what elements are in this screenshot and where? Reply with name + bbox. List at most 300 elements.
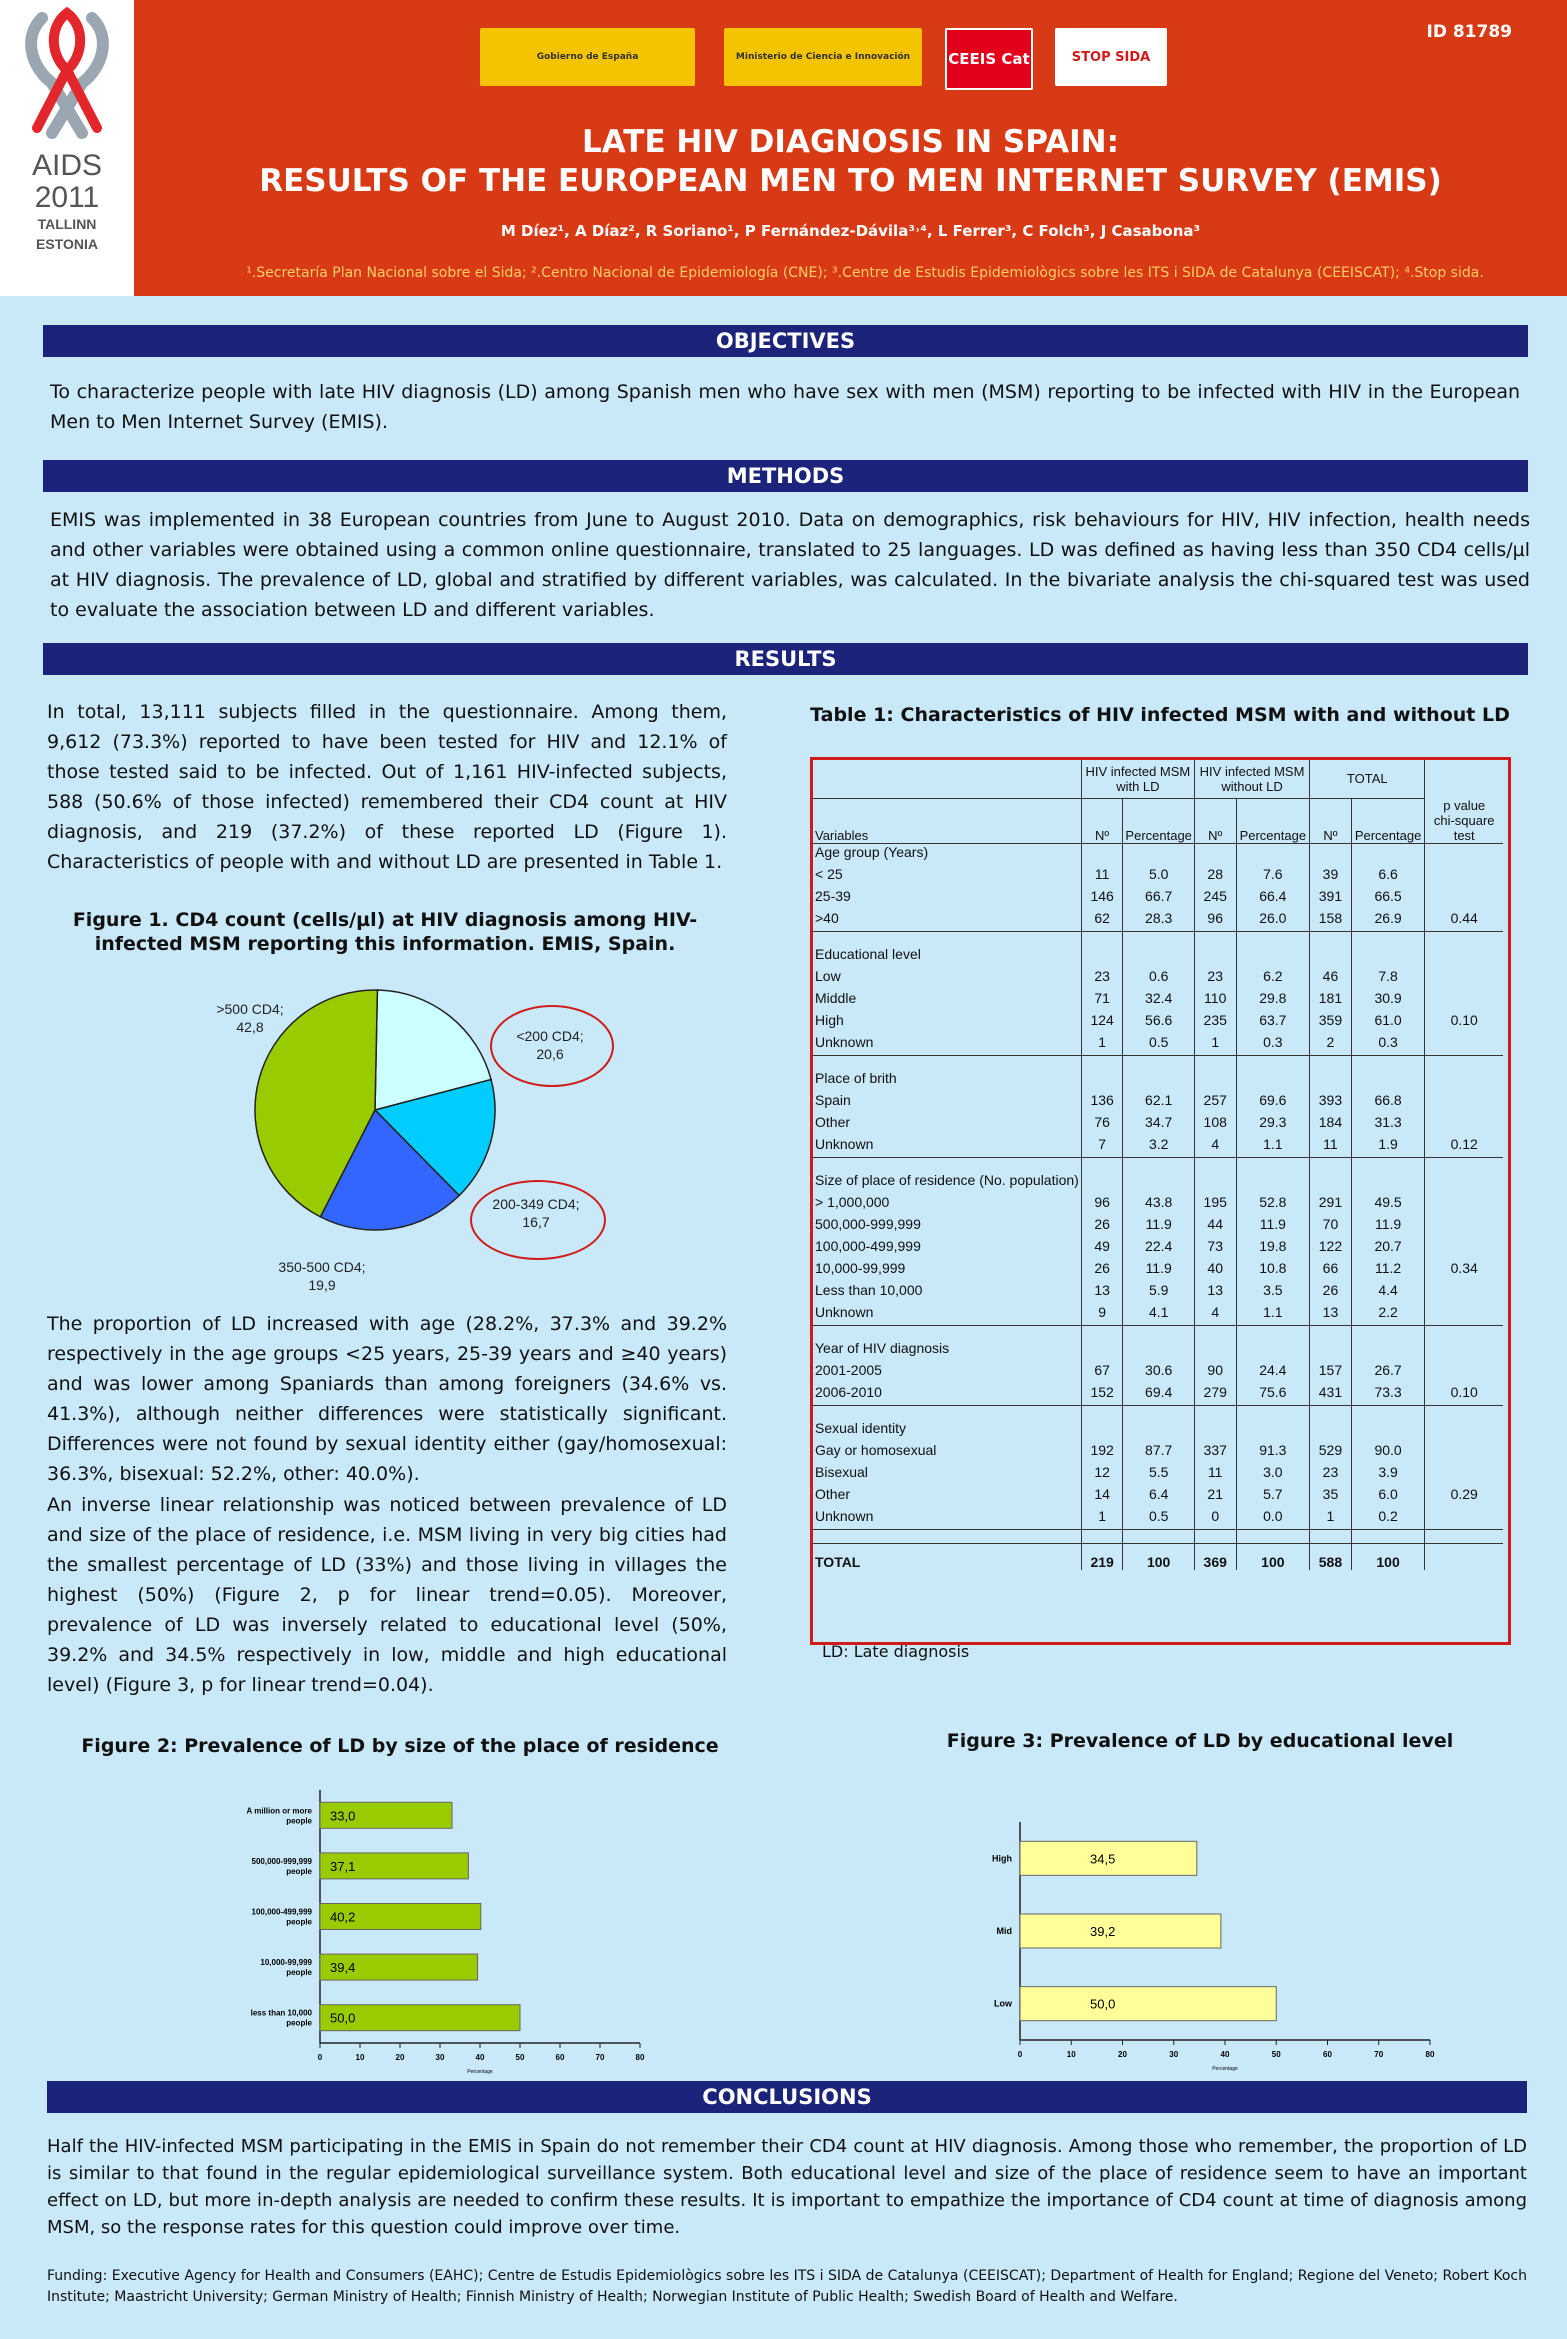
table-empty-cell xyxy=(1236,1158,1310,1172)
table-cell: 0 xyxy=(1194,1508,1236,1530)
table-column-header: Nº xyxy=(1081,798,1123,844)
table-header-p-blank xyxy=(1425,760,1503,798)
table-cell: 6.4 xyxy=(1123,1486,1195,1508)
table-cell: 90.0 xyxy=(1351,1442,1425,1464)
table-empty-cell xyxy=(813,1326,1081,1340)
table-cell: 26.9 xyxy=(1351,910,1425,932)
table-cell: 43.8 xyxy=(1123,1194,1195,1216)
table-cell: 0.5 xyxy=(1123,1508,1195,1530)
table-section-title: Age group (Years) xyxy=(815,844,929,860)
table-cell: 13 xyxy=(1081,1282,1123,1304)
table-cell: 6.2 xyxy=(1236,968,1310,990)
table-empty-cell xyxy=(1194,1056,1236,1070)
table-pvalue-cell xyxy=(1425,866,1503,888)
pie-label-gt500-value: 42,8 xyxy=(236,1019,264,1035)
table-pvalue-cell xyxy=(1425,990,1503,1012)
table-row xyxy=(813,1114,1503,1136)
table-empty-cell xyxy=(1194,844,1236,866)
table-empty-cell xyxy=(1310,1530,1352,1544)
bar-value-label: 34,5 xyxy=(1090,1851,1116,1867)
table-cell: 1.9 xyxy=(1351,1136,1425,1158)
pie-label-gt500 xyxy=(205,1000,295,1036)
table-cell: 61.0 xyxy=(1351,1012,1425,1034)
table-pvalue-cell xyxy=(1425,1362,1503,1384)
table-empty-cell xyxy=(1310,1172,1352,1194)
table-pvalue-cell: 0.10 xyxy=(1425,1012,1503,1034)
table-empty-cell xyxy=(1123,946,1195,968)
table-pvalue-cell xyxy=(1425,1238,1503,1260)
table-cell: 4 xyxy=(1194,1304,1236,1326)
table-row-label: > 1,000,000 xyxy=(815,1193,890,1210)
table-empty-cell xyxy=(1194,1172,1236,1194)
table-cell: 0.0 xyxy=(1236,1508,1310,1530)
table-empty-cell xyxy=(1236,1406,1310,1420)
x-tick-label: 80 xyxy=(635,2053,645,2062)
figure3-title: Figure 3: Prevalence of LD by educational level xyxy=(946,1730,1454,1752)
x-tick-label: 70 xyxy=(1374,2050,1384,2059)
table-pvalue-cell xyxy=(1425,968,1503,990)
table-cell: 337 xyxy=(1194,1442,1236,1464)
bar-value-label: 50,0 xyxy=(330,2010,356,2026)
bar-value-label: 37,1 xyxy=(330,1858,356,1874)
table-cell: 146 xyxy=(1081,888,1123,910)
table-cell: 124 xyxy=(1081,1012,1123,1034)
table-cell: 91.3 xyxy=(1236,1442,1310,1464)
x-axis-label: Percentage xyxy=(467,2069,493,2075)
table-empty-cell xyxy=(1351,1056,1425,1070)
sponsor-logo-ministerio: Ministerio de Ciencia e Innovación xyxy=(724,28,922,86)
table-row-label: Less than 10,000 xyxy=(815,1281,923,1298)
pie-label-350-500 xyxy=(262,1258,382,1294)
table-cell: 291 xyxy=(1310,1194,1352,1216)
category-label: 100,000-499,999 xyxy=(251,1907,312,1917)
table-empty-cell xyxy=(813,1056,1081,1070)
table-empty-cell xyxy=(1351,1340,1425,1362)
table-row xyxy=(813,1384,1503,1406)
table-cell: 96 xyxy=(1081,1194,1123,1216)
pie-label-350-500-value: 19,9 xyxy=(308,1277,336,1293)
table-empty-cell xyxy=(1123,1326,1195,1340)
category-label: people xyxy=(286,1866,312,1876)
table-empty-cell xyxy=(813,1158,1081,1172)
table-cell: 62 xyxy=(1081,910,1123,932)
table-empty-cell xyxy=(813,1406,1081,1420)
table-empty-cell xyxy=(1310,1406,1352,1420)
table-total-label: TOTAL xyxy=(813,1544,1081,1570)
table-cell: 11 xyxy=(1194,1464,1236,1486)
table-empty-cell xyxy=(1351,1158,1425,1172)
logo-year: 2011 xyxy=(34,181,100,214)
table-row-label: 500,000-999,999 xyxy=(815,1215,921,1232)
table-cell: 66.7 xyxy=(1123,888,1195,910)
pie-label-lt200-value: 20,6 xyxy=(536,1046,564,1062)
x-tick-label: 0 xyxy=(1017,2050,1023,2059)
table-row-label: 2001-2005 xyxy=(815,1361,882,1378)
table-empty-cell xyxy=(1425,1530,1503,1544)
table-row-label: Other xyxy=(815,1113,851,1130)
x-tick-label: 80 xyxy=(1425,2050,1435,2059)
table-pvalue-cell xyxy=(1425,1282,1503,1304)
sponsor-logo-gobierno: Gobierno de España xyxy=(480,28,695,86)
table-cell: 30.9 xyxy=(1351,990,1425,1012)
table-cell: 66.4 xyxy=(1236,888,1310,910)
table-cell: 71 xyxy=(1081,990,1123,1012)
logo-city: TALLINN xyxy=(37,216,97,232)
table-empty-cell xyxy=(1425,844,1503,866)
category-label: people xyxy=(286,1968,312,1978)
table-empty-cell xyxy=(1081,1056,1123,1070)
logo-country: ESTONIA xyxy=(36,236,98,252)
table-cell: 0.2 xyxy=(1351,1508,1425,1530)
table-cell: 29.3 xyxy=(1236,1114,1310,1136)
table-cell: 0.6 xyxy=(1123,968,1195,990)
table-pvalue-cell: 0.29 xyxy=(1425,1486,1503,1508)
poster-id: ID 81789 xyxy=(1426,22,1512,42)
table-row-label: Other xyxy=(815,1485,851,1502)
table-cell: 49.5 xyxy=(1351,1194,1425,1216)
table-row-label: Unknown xyxy=(813,1034,1081,1056)
table-cell: 152 xyxy=(1081,1384,1123,1406)
table-cell: 10.8 xyxy=(1236,1260,1310,1282)
table-cell: 3.0 xyxy=(1236,1464,1310,1486)
category-label: A million or more xyxy=(246,1806,312,1816)
table-spacer-row xyxy=(813,1056,1503,1070)
table-spacer-row xyxy=(813,1158,1503,1172)
table-cell: 2.2 xyxy=(1351,1304,1425,1326)
table-cell: 157 xyxy=(1310,1362,1352,1384)
table-cell: 34.7 xyxy=(1123,1114,1195,1136)
table-cell: 22.4 xyxy=(1123,1238,1195,1260)
table-column-header: Percentage xyxy=(1351,798,1425,844)
table-total-cell: 369 xyxy=(1194,1544,1236,1570)
table-pvalue-cell xyxy=(1425,1508,1503,1530)
table-row xyxy=(813,910,1503,932)
table-cell: 359 xyxy=(1310,1012,1352,1034)
table-cell: 70 xyxy=(1310,1216,1352,1238)
table-empty-cell xyxy=(1310,932,1352,946)
table-cell: 279 xyxy=(1194,1384,1236,1406)
table-empty-cell xyxy=(1081,1406,1123,1420)
table-cell: 11.9 xyxy=(1236,1216,1310,1238)
table-row xyxy=(813,968,1503,990)
table-row-label: Unknown xyxy=(813,1304,1081,1326)
affiliations: ¹.Secretaría Plan Nacional sobre el Sida; ².Centro Nacional de Epidemiología (CNE); ³.Centre de Estudis Epidemiològics sobre les ITS i SIDA de Catalunya (CEEISCAT); ⁴.Stop sida. xyxy=(246,265,1484,281)
category-label: people xyxy=(286,1917,312,1927)
table-cell: 235 xyxy=(1194,1012,1236,1034)
table-row xyxy=(813,1092,1503,1114)
table-empty-cell xyxy=(1425,1420,1503,1442)
table-row xyxy=(813,1282,1503,1304)
table-row-label: Spain xyxy=(815,1091,851,1108)
table-empty-cell xyxy=(1123,1056,1195,1070)
table-empty-cell xyxy=(1081,1158,1123,1172)
table-cell: 21 xyxy=(1194,1486,1236,1508)
table-empty-cell xyxy=(1236,1070,1310,1092)
table-empty-cell xyxy=(1194,1420,1236,1442)
table-row xyxy=(813,990,1503,1012)
table-row xyxy=(813,1362,1503,1384)
x-tick-label: 20 xyxy=(1118,2050,1127,2059)
table-pvalue-cell xyxy=(1425,888,1503,910)
category-label: Low xyxy=(994,1998,1012,2009)
table-row-label: Gay or homosexual xyxy=(815,1441,937,1458)
table-cell: 257 xyxy=(1194,1092,1236,1114)
table-pvalue-cell xyxy=(1425,1194,1503,1216)
x-tick-label: 30 xyxy=(435,2053,445,2062)
table-cell: 67 xyxy=(1081,1362,1123,1384)
table-pvalue-cell xyxy=(1425,1442,1503,1464)
bar xyxy=(1020,1987,1276,2021)
table-column-header: Nº xyxy=(1194,798,1236,844)
objectives-text: To characterize people with late HIV diagnosis (LD) among Spanish men who have sex with men (MSM) reporting to be infected with HIV in the European Men to Men Internet Survey (EMIS). xyxy=(50,381,1520,433)
pie-label-200-349-name: 200-349 CD4; xyxy=(492,1196,580,1212)
table-row-label: High xyxy=(815,1011,844,1028)
table-empty-cell xyxy=(1194,1530,1236,1544)
table-spacer-row xyxy=(813,1326,1503,1340)
table-column-header: Nº xyxy=(1310,798,1352,844)
table-empty-cell xyxy=(1194,1406,1236,1420)
table-pvalue-cell xyxy=(1425,1034,1503,1056)
table-empty-cell xyxy=(1425,1172,1503,1194)
table-section-title: Size of place of residence (No. population) xyxy=(815,1171,1079,1188)
table-empty-cell xyxy=(813,1530,1081,1544)
table-cell: 7.8 xyxy=(1351,968,1425,990)
table-cell: 1.1 xyxy=(1236,1304,1310,1326)
table1-footnote: LD: Late diagnosis xyxy=(822,1642,970,1661)
x-tick-label: 60 xyxy=(555,2053,565,2062)
table-cell: 66.8 xyxy=(1351,1092,1425,1114)
table-cell: 13 xyxy=(1194,1282,1236,1304)
table-header-with-ld: HIV infected MSM with LD xyxy=(1081,760,1194,798)
table-empty-cell xyxy=(1194,1158,1236,1172)
figure2-title: Figure 2: Prevalence of LD by size of the place of residence xyxy=(81,1735,719,1757)
pie-label-200-349 xyxy=(474,1195,598,1231)
table-row xyxy=(813,1034,1503,1056)
table-cell: 69.6 xyxy=(1236,1092,1310,1114)
table-row xyxy=(813,1216,1503,1238)
table-row-label: Low xyxy=(815,967,841,984)
table-empty-cell xyxy=(1351,1530,1425,1544)
table-empty-cell xyxy=(1236,844,1310,866)
pie-label-gt500-name: >500 CD4; xyxy=(216,1001,284,1017)
category-label: 500,000-999,999 xyxy=(251,1856,312,1866)
table-pvalue-cell xyxy=(1425,1304,1503,1326)
bar-value-label: 33,0 xyxy=(330,1808,356,1824)
table-cell: 69.4 xyxy=(1123,1384,1195,1406)
table-cell: 30.6 xyxy=(1123,1362,1195,1384)
figure1-title-line2: infected MSM reporting this information. EMIS, Spain. xyxy=(94,933,676,955)
x-tick-label: 40 xyxy=(475,2053,485,2062)
x-tick-label: 0 xyxy=(317,2053,323,2062)
table-empty-cell xyxy=(1194,1340,1236,1362)
table-empty-cell xyxy=(1236,932,1310,946)
table-pvalue-cell xyxy=(1425,1092,1503,1114)
table-empty-cell xyxy=(1236,946,1310,968)
table-cell: 73 xyxy=(1194,1238,1236,1260)
table-cell: 5.5 xyxy=(1123,1464,1195,1486)
table-section-header-row xyxy=(813,1070,1503,1092)
x-axis-label: Percentage xyxy=(1212,2066,1238,2072)
table-cell: 26 xyxy=(1081,1260,1123,1282)
table-empty-cell xyxy=(1123,1406,1195,1420)
table-empty-cell xyxy=(1236,1530,1310,1544)
table-section-title: Sexual identity xyxy=(815,1419,907,1436)
table-row xyxy=(813,1238,1503,1260)
table-cell: 26 xyxy=(1310,1282,1352,1304)
table-pvalue-cell xyxy=(1425,1114,1503,1136)
table-cell: 7.6 xyxy=(1236,866,1310,888)
table-row-label: >40 xyxy=(813,910,1081,932)
table1 xyxy=(813,760,1503,1570)
table-cell: 192 xyxy=(1081,1442,1123,1464)
pie-label-lt200 xyxy=(496,1027,604,1063)
funding-text: Funding: Executive Agency for Health and Consumers (EAHC); Centre de Estudis Epidemiològics sobre les ITS i SIDA de Catalunya (CEEISCAT); Department of Health for England; Regione del Veneto; Robert Koch Institute; Maastricht University; German Ministry of Health; Finnish Ministry of Health; Norwegian Institute of Public Health; Swedish Board of Health and Welfare. xyxy=(47,2268,1527,2305)
table-cell: 1 xyxy=(1081,1034,1123,1056)
table-cell: 87.7 xyxy=(1123,1442,1195,1464)
bar xyxy=(1020,1914,1221,1948)
table-empty-cell xyxy=(1236,1326,1310,1340)
figure1-title xyxy=(40,908,730,956)
table-row xyxy=(813,1012,1503,1034)
table-empty-cell xyxy=(1123,1172,1195,1194)
sponsor-logo-ceeiscat: CEEIS Cat xyxy=(945,28,1033,90)
table-row xyxy=(813,888,1503,910)
table-cell: 44 xyxy=(1194,1216,1236,1238)
table-empty-cell xyxy=(1310,1340,1352,1362)
category-label: Mid xyxy=(996,1926,1012,1936)
table-cell: 6.0 xyxy=(1351,1486,1425,1508)
table-total-row xyxy=(813,1544,1503,1570)
x-tick-label: 60 xyxy=(1323,2050,1332,2059)
table-empty-cell xyxy=(1351,932,1425,946)
table-empty-cell xyxy=(1081,1530,1123,1544)
table-cell: 431 xyxy=(1310,1384,1352,1406)
table-cell: 28.3 xyxy=(1123,910,1195,932)
table-cell: 11.9 xyxy=(1123,1216,1195,1238)
x-tick-label: 10 xyxy=(1066,2050,1076,2059)
table-cell: 35 xyxy=(1310,1486,1352,1508)
table-empty-cell xyxy=(1081,1420,1123,1442)
table-cell: 39 xyxy=(1310,866,1352,888)
table-row-label: 10,000-99,999 xyxy=(815,1259,906,1276)
table-empty-cell xyxy=(1425,1340,1503,1362)
table1-frame xyxy=(810,757,1511,1645)
table-empty-cell xyxy=(1194,1070,1236,1092)
table-pvalue-cell xyxy=(1425,1464,1503,1486)
table-row xyxy=(813,1508,1503,1530)
table-cell: 26.0 xyxy=(1236,910,1310,932)
table-header-blank xyxy=(813,760,1081,798)
table-cell: 0.3 xyxy=(1351,1034,1425,1056)
table-row-label: Middle xyxy=(815,989,857,1006)
table-cell: 1 xyxy=(1310,1508,1352,1530)
objectives-heading: OBJECTIVES xyxy=(43,325,1528,357)
table-header-total: TOTAL xyxy=(1310,760,1425,798)
table-empty-cell xyxy=(1351,946,1425,968)
table-cell: 5.7 xyxy=(1236,1486,1310,1508)
table-row-label: 2006-2010 xyxy=(813,1384,1081,1406)
table-cell: 11.9 xyxy=(1351,1216,1425,1238)
table-cell: 110 xyxy=(1194,990,1236,1012)
table-total-cell: 219 xyxy=(1081,1544,1123,1570)
table-empty-cell xyxy=(1425,1056,1503,1070)
pie-label-200-349-value: 16,7 xyxy=(522,1214,550,1230)
results-paragraph-2: The proportion of LD increased with age (28.2%, 37.3% and 39.2% respectively in the age groups <25 years, 25-39 years and ≥40 years) and was lower among Spaniards than among foreigners (34.6% vs. 41.3%), although neither differences were statistically significant. Differences were not found by sexual identity either (gay/homosexual: 36.3%, bisexual: 52.2%, other: 40.0%). xyxy=(47,1313,727,1485)
table-cell: 1 xyxy=(1194,1034,1236,1056)
table-section-header-row xyxy=(813,1172,1503,1194)
methods-heading: METHODS xyxy=(43,460,1528,492)
table-empty-cell xyxy=(813,932,1081,946)
x-tick-label: 20 xyxy=(395,2053,405,2062)
table-cell: 0.5 xyxy=(1123,1034,1195,1056)
table-cell: 5.9 xyxy=(1123,1282,1195,1304)
table-cell: 4.4 xyxy=(1351,1282,1425,1304)
category-label: people xyxy=(286,1816,312,1826)
table-empty-cell xyxy=(1236,1172,1310,1194)
category-label: High xyxy=(992,1853,1012,1864)
table-cell: 136 xyxy=(1081,1092,1123,1114)
table-empty-cell xyxy=(1081,1070,1123,1092)
table-cell: 56.6 xyxy=(1123,1012,1195,1034)
table-cell: 90 xyxy=(1194,1362,1236,1384)
table-header-chi-square: chi-square test xyxy=(1433,813,1495,843)
table-column-header: Percentage xyxy=(1236,798,1310,844)
table-cell: 12 xyxy=(1081,1464,1123,1486)
table-empty-cell xyxy=(1123,1158,1195,1172)
bar-value-label: 50,0 xyxy=(1090,1996,1116,2012)
figure3-bar-chart xyxy=(960,1800,1460,2070)
table-cell: 3.9 xyxy=(1351,1464,1425,1486)
table-cell: 26.7 xyxy=(1351,1362,1425,1384)
pie-label-lt200-name: <200 CD4; xyxy=(516,1028,584,1044)
table-empty-cell xyxy=(1123,1340,1195,1362)
table-cell: 28 xyxy=(1194,866,1236,888)
table-empty-cell xyxy=(1425,1544,1503,1570)
table-column-header-row xyxy=(813,798,1503,844)
category-label: people xyxy=(286,2018,312,2028)
table-cell: 23 xyxy=(1081,968,1123,990)
table-cell: 29.8 xyxy=(1236,990,1310,1012)
table-cell: 0.3 xyxy=(1236,1034,1310,1056)
table-cell: 19.8 xyxy=(1236,1238,1310,1260)
category-label: less than 10,000 xyxy=(250,2008,312,2018)
table-cell: 6.6 xyxy=(1351,866,1425,888)
table-row xyxy=(813,1464,1503,1486)
table-row xyxy=(813,1194,1503,1216)
table-row xyxy=(813,1260,1503,1282)
table-empty-cell xyxy=(1310,946,1352,968)
table-empty-cell xyxy=(1310,1158,1352,1172)
poster-title-line2: RESULTS OF THE EUROPEAN MEN TO MEN INTERNET SURVEY (EMIS) xyxy=(259,163,1442,199)
x-tick-label: 70 xyxy=(595,2053,605,2062)
table-spacer-row xyxy=(813,932,1503,946)
table-cell: 4.1 xyxy=(1123,1304,1195,1326)
table-cell: 245 xyxy=(1194,888,1236,910)
table-empty-cell xyxy=(1351,1070,1425,1092)
sponsor-logo-stopsida: STOP SIDA xyxy=(1055,28,1167,86)
table1-title: Table 1: Characteristics of HIV infected MSM with and without LD xyxy=(810,704,1510,726)
table-empty-cell xyxy=(1351,1326,1425,1340)
x-tick-label: 30 xyxy=(1169,2050,1179,2059)
table-cell: 3.2 xyxy=(1123,1136,1195,1158)
table-empty-cell xyxy=(1425,1158,1503,1172)
table-column-header xyxy=(1425,798,1503,844)
table-cell: 32.4 xyxy=(1123,990,1195,1012)
table-empty-cell xyxy=(1425,1326,1503,1340)
conclusions-heading: CONCLUSIONS xyxy=(47,2081,1527,2113)
conclusions-text: Half the HIV-infected MSM participating in the EMIS in Spain do not remember their CD4 count at HIV diagnosis. Among those who remember, the proportion of LD is similar to that found in the regular epidemiological surveillance system. Both educational level and size of the place of residence seem to have an important effect on LD, but more in-depth analysis are needed to confirm these results. It is important to empathize the importance of CD4 count at time of diagnosis among MSM, so the response rates for this question could improve over time. xyxy=(47,2136,1527,2238)
table-row-label: 25-39 xyxy=(815,887,851,904)
